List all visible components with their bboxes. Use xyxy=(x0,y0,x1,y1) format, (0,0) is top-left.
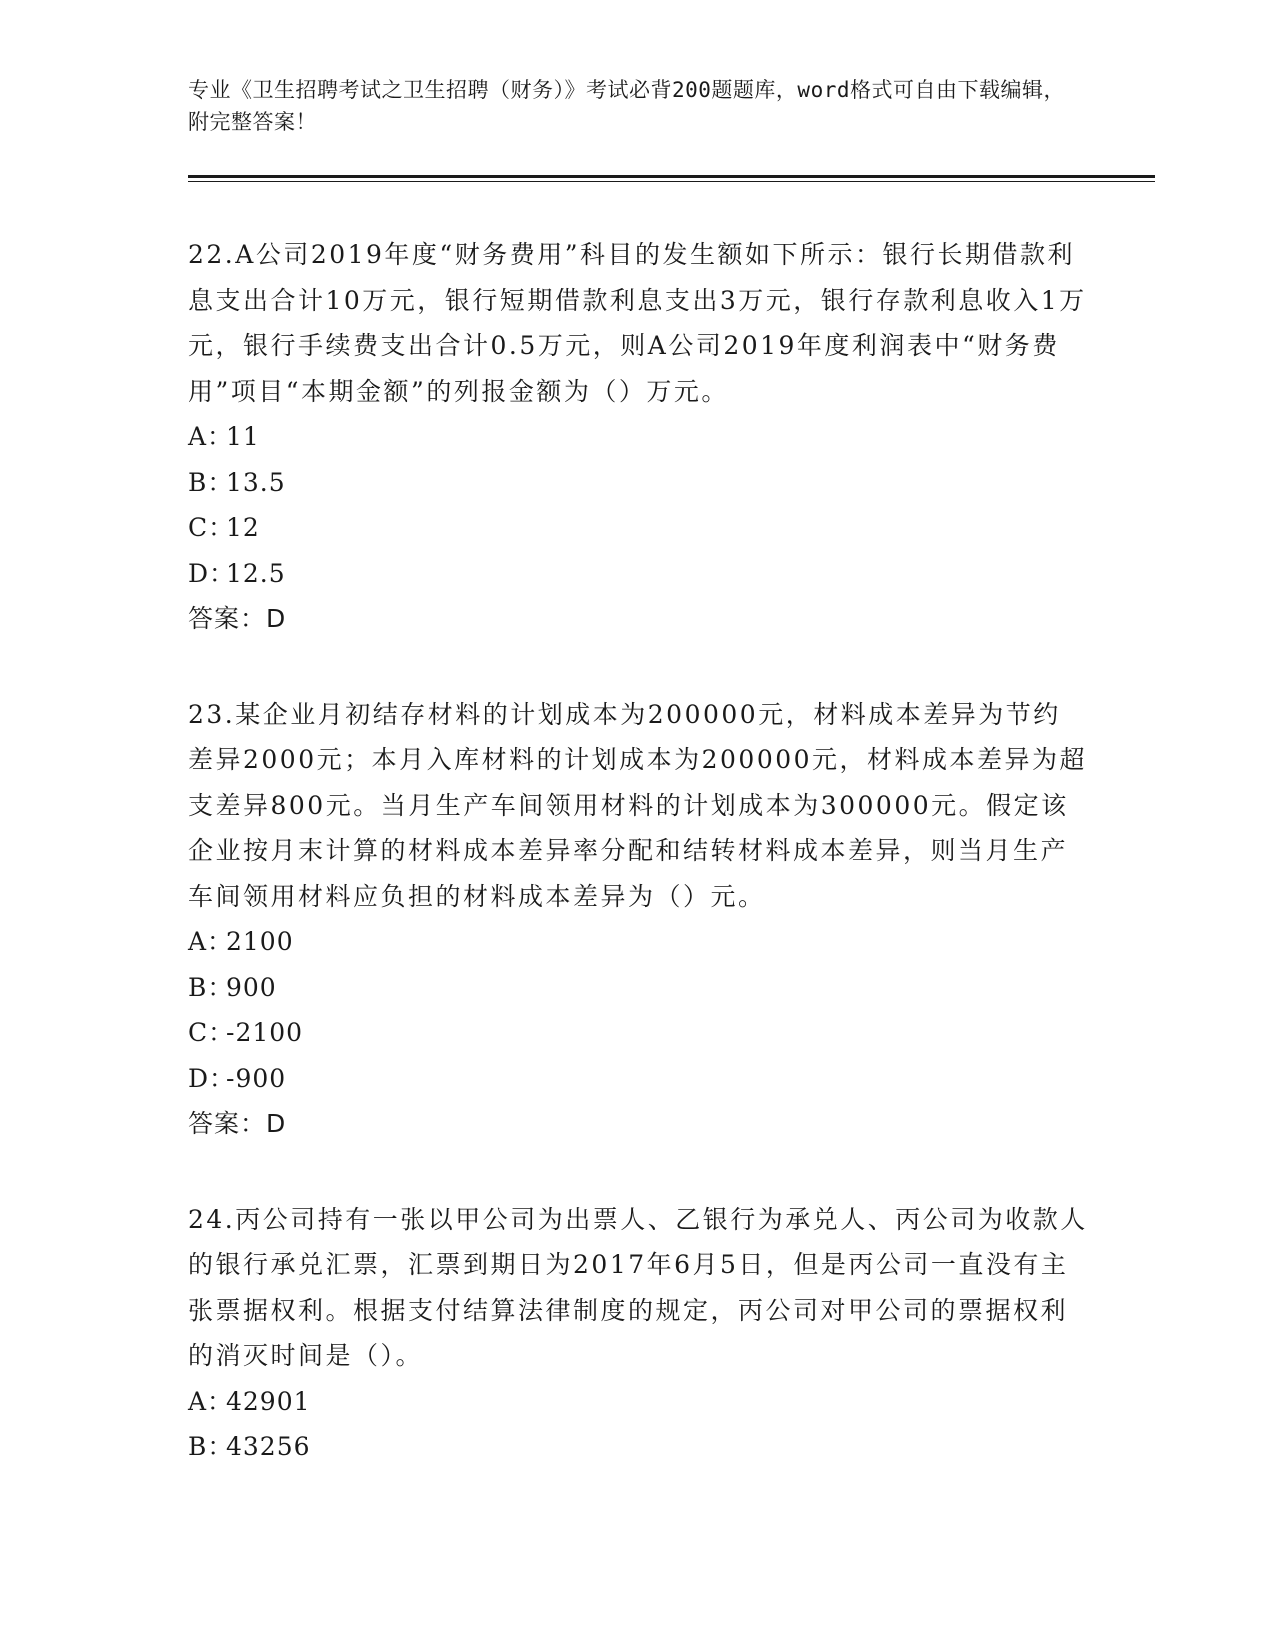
option-key: B： xyxy=(188,1432,234,1461)
option-value: -2100 xyxy=(226,1018,304,1047)
answer-label: 答案： xyxy=(188,1109,267,1138)
option-value: 43256 xyxy=(226,1432,311,1461)
question-22 xyxy=(188,232,1088,642)
answer-line xyxy=(188,1101,1088,1147)
answer-value: D xyxy=(266,604,287,633)
option-b xyxy=(188,460,1088,506)
option-value: 900 xyxy=(226,972,277,1002)
option-a xyxy=(188,919,1088,965)
answer-value: D xyxy=(266,1109,287,1138)
header-divider-thick xyxy=(188,175,1155,178)
option-b xyxy=(188,1424,1088,1470)
option-value: -900 xyxy=(226,1063,287,1093)
option-d xyxy=(188,551,1088,597)
option-value: 13.5 xyxy=(226,467,286,497)
answer-line xyxy=(188,596,1088,642)
option-a xyxy=(188,1379,1088,1425)
option-c xyxy=(188,1010,1088,1056)
option-b xyxy=(188,965,1088,1011)
option-key: D： xyxy=(188,558,236,588)
question-24 xyxy=(188,1197,1088,1470)
option-key: A： xyxy=(188,927,234,956)
question-text: 22.A公司2019年度“财务费用”科目的发生额如下所示：银行长期借款利息支出合计10万元，银行短期借款利息支出3万元，银行存款利息收入1万元，银行手续费支出合计0.5万元，则A公司2019年度利润表中“财务费用”项目“本期金额”的列报金额为（）万元。 xyxy=(188,240,1087,406)
answer-label: 答案： xyxy=(188,604,267,633)
option-key: C： xyxy=(188,513,235,542)
option-value: 2100 xyxy=(226,927,294,956)
question-text: 24.丙公司持有一张以甲公司为出票人、乙银行为承兑人、丙公司为收款人的银行承兑汇票，汇票到期日为2017年6月5日，但是丙公司一直没有主张票据权利。根据支付结算法律制度的规定，丙公司对甲公司的票据权利的消灭时间是（）。 xyxy=(188,1204,1088,1370)
option-c xyxy=(188,505,1088,551)
header-divider-thin xyxy=(188,181,1155,182)
option-key: A： xyxy=(188,1386,234,1416)
question-text: 23.某企业月初结存材料的计划成本为200000元，材料成本差异为节约差异2000元；本月入库材料的计划成本为200000元，材料成本差异为超支差异800元。当月生产车间领用材料的计划成本为300000元。假定该企业按月末计算的材料成本差异率分配和结转材料成本差异，则当月生产车间领用材料应负担的材料成本差异为（）元。 xyxy=(188,699,1088,911)
option-value: 12.5 xyxy=(226,558,286,588)
option-key: B： xyxy=(188,972,234,1002)
question-list xyxy=(188,232,1088,1520)
option-value: 42901 xyxy=(226,1386,311,1416)
option-d xyxy=(188,1056,1088,1102)
page-header: 专业《卫生招聘考试之卫生招聘（财务）》考试必背200题题库，word格式可自由下载编辑，附完整答案！ xyxy=(188,78,1065,134)
option-value: 11 xyxy=(226,422,260,451)
option-key: A： xyxy=(188,422,234,451)
option-key: B： xyxy=(188,467,234,497)
option-value: 12 xyxy=(226,513,260,542)
option-key: C： xyxy=(188,1018,235,1047)
option-a xyxy=(188,414,1088,460)
option-key: D： xyxy=(188,1063,236,1093)
question-23 xyxy=(188,692,1088,1147)
